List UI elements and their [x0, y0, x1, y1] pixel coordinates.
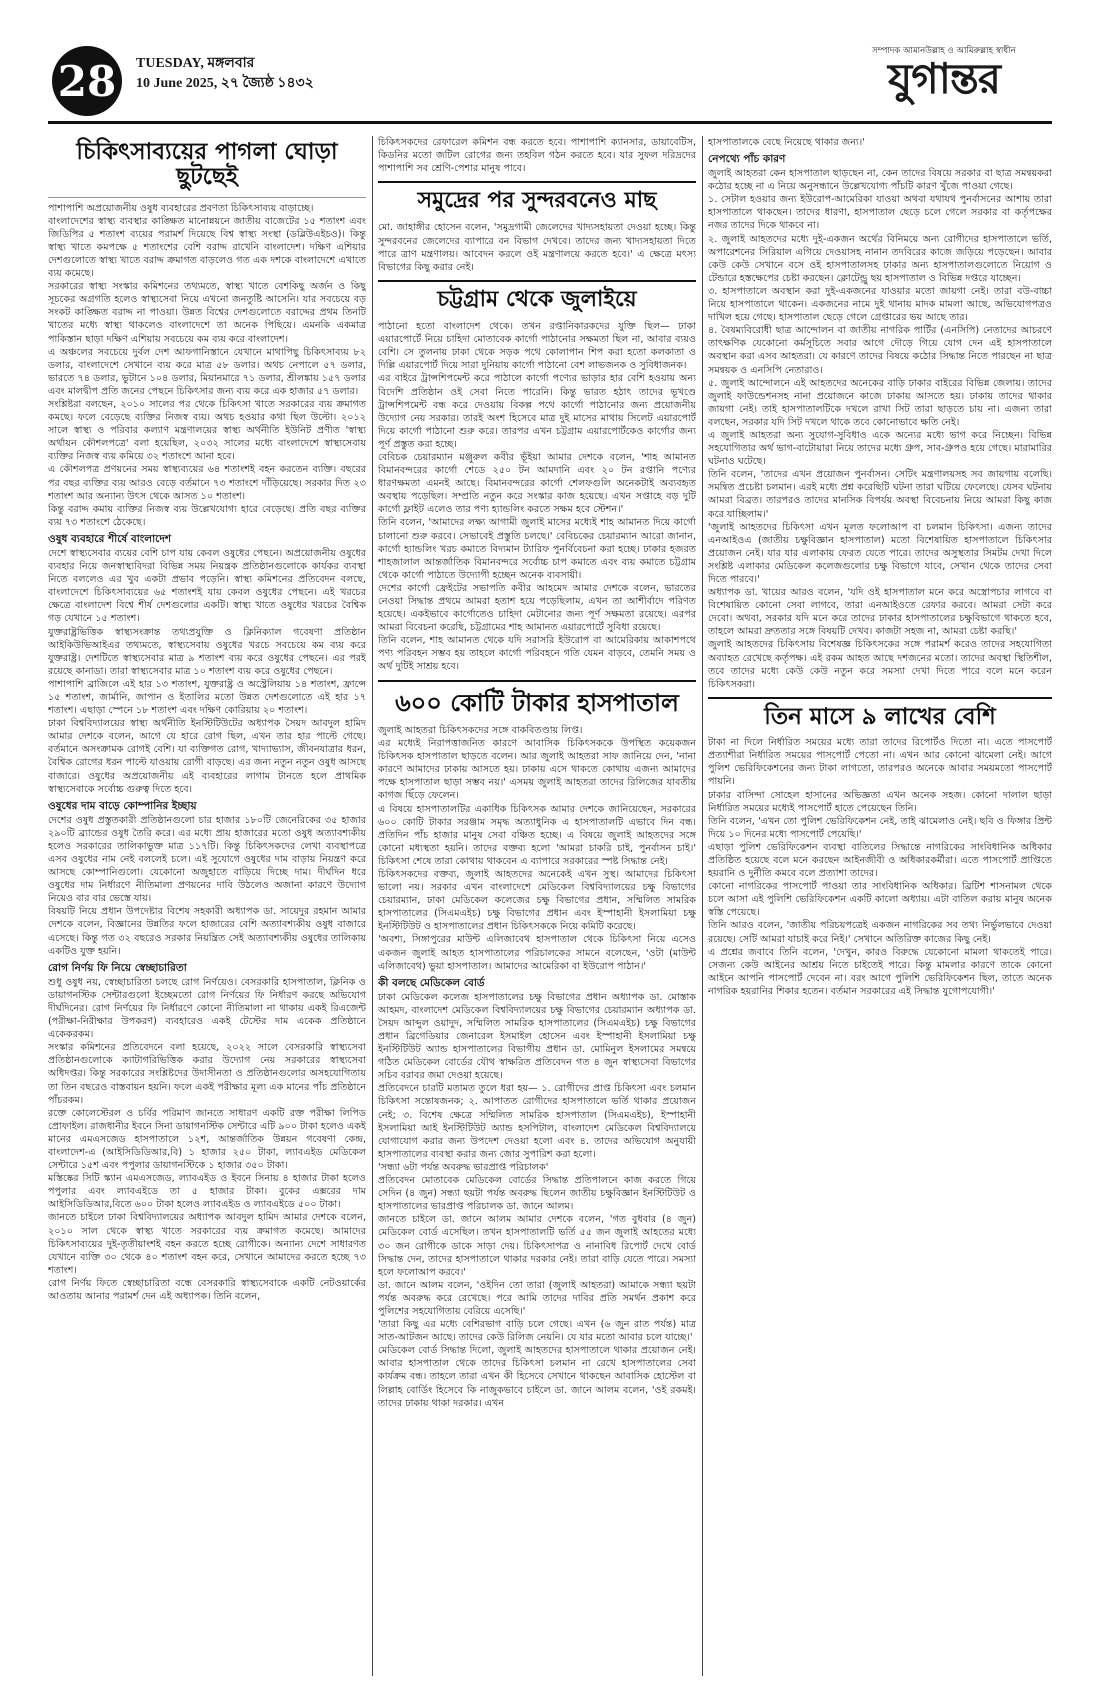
- paragraph: এর মধ্যেই নিরাপত্তাজনিত কারণে আবাসিক চিকিৎসককে উপস্থিত কয়েকজন চিকিৎসক হাসপাতাল ছাড়তে বলেন। আর জুলাই আহতরা সাফ জানিয়ে দেন, 'নানা কারণে আমাদের ঢাকায় আসতে হয়। ঢাকায় এসে থাকতে কোথায় এজন্য আমাদের পক্ষে হাসপাতাল ছাড়া সম্ভব নয়।' এসময় জুলাই আহতরা তাদের রিলিজের যাবতীয় কাগজ ছিঁড়ে ফেলেন।: [378, 738, 696, 802]
- headline-sundarbans: সমুদ্রের পর সুন্দরবনেও মাছ: [378, 181, 696, 221]
- paragraph: জানতে চাইলে ডা. জানে আলম আমার দেশকে বলেন, 'গত বুধবার (৪ জুন) মেডিকেল বোর্ড এসেছিল। তখন হাসপাতালটি ভর্তি ৫৫ জন জুলাই আহতের মধ্যে ৩০ জন রোগীকে ডাকে সাড়া দেয়। চিকিৎসাপত্র ও নানাবিধ রিপোর্ট দেখে বোর্ড সিদ্ধান্ত দেন, তাদের হাসপাতালে থাকার দরকার নেই। তারা বাড়ি যেতে পারে। সমস্যা হলে ফলোআপ করবে।': [378, 1214, 696, 1278]
- article-sundarbans-body: [378, 221, 696, 273]
- paragraph: জুলাই আহতরা চিকিৎসকদের সঙ্গে বাকবিতণ্ডায় লিপ্ত।: [378, 724, 583, 736]
- paragraph: প্রতিবেদনে চারটি মতামত তুলে ধরা হয়— ১. রোগীদের প্রাপ্ত চিকিৎসা এবং চলমান চিকিৎসা সন্তোষজনক; ২. আপাতত রোগীদের হাসপাতালে ভর্তি থাকার প্রয়োজন নেই; ৩. বিশেষ ক্ষেত্রে সম্মিলিত সামরিক হাসপাতাল (সিএমএইচ), ইস্পাহানী ইসলামিয়া আই ইনস্টিটিউট অ্যান্ড হসপিটাল, বাংলাদেশ মেডিকেল বিশ্ববিদ্যালয়ে যোগাযোগ করার জন্য উপদেশ দেওয়া হলো এবং ৪. তাদের অভিযোগ অনুযায়ী হাসপাতালের ব্যবস্থা করার জন্য জোর সুপারিশ করা হলো।: [378, 1083, 696, 1160]
- paragraph: শুধু ওষুধ নয়, স্বেচ্ছাচারিতা চলছে রোগ নির্ণয়েও। বেসরকারি হাসপাতাল, ক্লিনিক ও ডায়াগনস্টিক সেন্টারগুলো ইচ্ছেমতো রোগ নির্ণয়ের ফি নির্ধারণ করছে অভিযোগ দীর্ঘদিনের। রোগ নির্ণয়ের ফি নির্ধারণে কোনো নীতিমালা না থাকায় একই রিএজেন্ট (পরীক্ষা-নিরীক্ষার উপকরণ) ব্যবহারেও একই টেস্টের দাম একেক প্রতিষ্ঠানে একেকরকম।: [48, 976, 366, 1041]
- paragraph: অধ্যাপক ডা. খায়ের আরও বলেন, 'যদি ওই হাসপাতাল মনে করে অস্ত্রোপচার লাগবে বা বিশেষায়িত কোনো সেবা লাগবে, তারা এনআইওতে রেফার করবে। আমরা সেটা করে দেবো। অথবা, সরকার যদি মনে করে তাদের ঢাকার হাসপাতালের চক্ষুবিভাগে থাকতে হবে, তাহলে আমরা দ্রুততার সঙ্গে বিষয়টি দেখব। কাজটা সহজ না, আমরা চেষ্টা করছি।': [708, 587, 1052, 638]
- paragraph: জুলাই আহতরা কেন হাসপাতাল ছাড়ছেন না, কেন তাদের বিষয়ে সরকার বা ছাত্র সমন্বয়করা কঠোর হচ্ছে না এ নিয়ে অনুসন্ধানে উল্লেখযোগ্য পাঁচটি কারণ খুঁজে পাওয়া গেছে।: [708, 168, 1052, 193]
- article-hospital-body: [378, 724, 696, 1410]
- subheading: কী বলছে মেডিকেল বোর্ড: [378, 976, 485, 989]
- paragraph: পাশাপাশি অপ্রয়োজনীয় ওষুধ ব্যবহারের প্রবণতা চিকিৎসাব্যয় বাড়াচ্ছে।: [48, 202, 314, 214]
- subheading: নেপথ্যে পাঁচ কারণ: [708, 153, 786, 166]
- paragraph: ঢাকার বাসিন্দা সোহেল হাসানের অভিজ্ঞতা এখন অনেক সহজ। কোনো দালাল ছাড়া নির্ধারিত সময়ের মধ্যেই পাসপোর্ট হাতে পেয়েছেন তিনি।: [708, 789, 1052, 814]
- article-health-body: [48, 202, 366, 1304]
- paragraph: জুলাই আহতদের চিকিৎসায় বিশেষজ্ঞ চিকিৎসকের সঙ্গে পরামর্শ করেও তাদের সহযোগিতা অব্যাহত রেখেছে কর্তৃপক্ষ। এই রকম আহত আছে দশজনের মতো। তাদের অবস্থা স্থিতিশীল, তবে তাদের মধ্যে কেউ কেউ নতুন করে সমস্যা দেখা দিতে পারে বলে মনে করেন চিকিৎসকরা।: [708, 639, 1052, 690]
- day-label: TUESDAY, মঙ্গলবার: [136, 56, 255, 71]
- headline-hospital: ৬০০ কোটি টাকার হাসপাতাল: [378, 680, 696, 724]
- logo-tagline: সম্পাদক আমানউল্লাহ ও আমিরুল্লাহ স্বাধীন: [872, 46, 1016, 56]
- paragraph: মো. জাহাঙ্গীর হোসেন বলেন, 'সমুদ্রগামী জেলেদের খাদ্যসহায়তা দেওয়া হচ্ছে। কিন্তু সুন্দরবনের জেলেদের ব্যাপারে বন বিভাগ দেখবে। তাদের জন্য খাদ্যসহায়তা দিতে পারে ত্রাণ মন্ত্রণালয়। আবেদন করলে ওই মন্ত্রণালয়ে করতে হবে।' এ ক্ষেত্রে মৎস্য বিভাগের কিছু করার নেই।: [378, 222, 696, 273]
- paragraph: ৪. বৈষম্যবিরোধী ছাত্র আন্দোলন বা জাতীয় নাগরিক পার্টির (এনসিপি) নেতাদের আচরণে তাৎক্ষণিক যেকোনো কর্মসূচিতে সবার আগে দৌড়ে গিয়ে যোগ দেন এই হাসপাতালে অবস্থান করা এসব আহতরা। যে কারণে তাদের বিষয়ে কঠোর সিদ্ধান্ত নিতে পারছেন না ছাত্র সমন্বয়ক ও এনসিপি নেতারাও।: [708, 325, 1052, 376]
- paragraph: কোনো নাগরিকের পাসপোর্ট পাওয়া তার সাংবিধানিক অধিকার। ব্রিটিশ শাসনামল থেকে চলে আসা এই পুলিশি ভেরিফিকেশন একটি কালো অধ্যায়। এটা বাতিল করায় মানুষ অনেক স্বস্তি পেয়েছে।: [708, 881, 1052, 919]
- subheading: ওষুধের দাম বাড়ে কোম্পানির ইচ্ছায়: [48, 799, 197, 812]
- paragraph: সংস্কার কমিশনের প্রতিবেদনে বলা হয়েছে, ২০২২ সালে বেসরকারি স্বাস্থ্যসেবা প্রতিষ্ঠানগুলোকে ক্যাটাগরিভিত্তিক করার উদ্যোগ নেয় সরকারের স্বাস্থ্যসেবা অধিদপ্তর। কিন্তু সরকারের সংশ্লিষ্টদের উদাসীনতা ও প্রতিষ্ঠানগুলোর অসহযোগিতায় তা তিন বছরেও বাস্তবায়ন হয়নি। ফলে একই পরীক্ষার মূল্য এক মানের পাঁচ প্রতিষ্ঠানে পাঁচরকম।: [48, 1042, 366, 1106]
- paragraph: তিনি বলেন, 'আমাদের লক্ষ্য আগামী জুলাই মাসের মধ্যেই শাহ আমানত দিয়ে কার্গো চালানো শুরু করবে। সেভাবেই প্রস্তুতি চলছে।' বেবিচকের চেয়ারম্যান আরো জানান, কার্গো হ্যান্ডলিং খরচ কমাতে বিদ্যমান ট্যারিফ পুনর্বিবেচনা করা হচ্ছে। ঢাকার হজরত শাহজালাল আন্তর্জাতিক বিমানবন্দরে সর্বোচ্চ চাপ কমাতে এবং ব্যয় কমাতে চট্টগ্রাম থেকে কার্গো পাঠাতে উদ্যোগী হচ্ছেন অনেক ব্যবসায়ী।: [378, 517, 696, 581]
- page-number: 28: [52, 46, 122, 116]
- paragraph: 'জুলাই আহতদের চিকিৎসা এখন মূলত ফলোআপ বা চলমান চিকিৎসা। এজন্য তাদের এনআইওএ (জাতীয় চক্ষুবিজ্ঞান হাসপাতাল) মতো বিশেষায়িত হাসপাতালে চিকিৎসার প্রয়োজন নেই। যার যার এলাকায় ফেরত যেতে পারে। তাদের অসুস্থতার সিমটম দেখা দিলে সংশ্লিষ্ট এলাকার মেডিকেল কলেজগুলোর চক্ষু বিভাগে যাবে, সেখান থেকে তাদের সেবা দিতে পারবে।': [708, 521, 1052, 585]
- article-health-continued: [378, 136, 696, 175]
- paragraph: বেবিচক চেয়ারম্যান মঞ্জুরুল কবীর ভূঁইয়া আমার দেশকে বলেন, 'শাহ আমানত বিমানবন্দরের কার্গো শেডে ২৫০ টন আমদানি এবং ২০ টন রপ্তানি পণ্যের ধারণক্ষমতা এমনই আছে। বিমানবন্দরের কার্গো শেলফগুলি অনেকটাই অব্যবহৃত অবস্থায় পড়েছিল। সম্প্রতি নতুন করে সংস্কার কাজ হয়েছে। এখন সপ্তাহে বড় দুটি কার্গো ফ্লাইট এলেও তার পণ্য হ্যান্ডলিং করতে সক্ষম হবে স্টেশন।': [378, 451, 696, 516]
- paragraph: তিনি বলেন, 'এখন তো পুলিশ ভেরিফিকেশন নেই, তাই ঝামেলাও নেই। ছবি ও ফিঙ্গার প্রিন্ট দিয়ে ১০ দিনের মধ্যে পাসপোর্ট পেয়েছি।': [708, 815, 1052, 840]
- subheading: রোগ নির্ণয় ফি নিয়ে স্বেচ্ছাচারিতা: [48, 961, 187, 974]
- paragraph: 'সন্ধ্যা ৬টা পর্যন্ত অবরুদ্ধ ভারপ্রাপ্ত পরিচালক': [378, 1161, 549, 1173]
- newspaper-logo: [872, 44, 1052, 118]
- headline-passport: তিন মাসে ৯ লাখের বেশি: [708, 697, 1052, 736]
- paragraph: এর বাইরে ট্রান্সশিপমেন্ট করে পাঠালে কার্গো পণ্যের ভাড়ার হার বেশি হওয়ায় অন্য বিদেশি প্রতিষ্ঠান ওই সেবা নিতে পারেনি। কিন্তু ভারত হঠাৎ তাদের ভূখণ্ডে ট্রান্সশিপমেন্ট বন্ধ করে দেওয়ায় বিকল্প পথে কার্গো পাঠানোর জন্য প্রয়োজনীয় উদ্যোগ নেয় সরকার। তারই অংশ হিসেবে মাত্র দুই মাসের মাথায় সিলেট এয়ারপোর্ট দিয়ে কার্গো পাঠানো শুরু করে। তারপর এখন চট্টগ্রাম এয়ারপোর্টকেও কার্গোর জন্য পূর্ণ প্রস্তুত করা হচ্ছে।: [378, 373, 696, 450]
- paragraph: চিকিৎসকদের বক্তব্য, জুলাই আহতদের অনেকেই এখন সুস্থ। আমাদের চিকিৎসা ভালো নয়। সরকার এখন বাংলাদেশে মেডিকেল বিশ্ববিদ্যালয়ের চক্ষু বিভাগের চেয়ারম্যান, ঢাকা মেডিকেল কলেজের চক্ষু বিভাগের প্রধান, সম্মিলিত সামরিক হাসপাতালের (সিএমএইচ) চক্ষু বিভাগের প্রধান এবং ইস্পাহানী ইসলামিয়া চক্ষু ইনস্টিটিউট ও হাসপাতালের প্রধান চিকিৎসককে নিয়ে কমিটি করেছে।: [378, 868, 696, 933]
- column-divider: [702, 136, 703, 1676]
- paragraph: ৫. জুলাই আন্দোলনে এই আহতদের অনেকের বাড়ি ঢাকার বাইরের বিভিন্ন জেলায়। তাদের জুলাই ফাউন্ডেশনসহ নানা প্রয়োজনে কাজে ঢাকায় আসতে হয়। ঢাকায় তাদের থাকার জায়গা নেই। তাই হাসপাতালটিকে দখলে রাখা সিট তারা ছাড়তে চায় না। এজন্য তারা বলছেন, সরকার যদি সিট দখলে থাকে তবে কোনোভাবে ক্ষতি নেই।: [708, 377, 1052, 428]
- date-block: [136, 54, 314, 94]
- paragraph: রোগ নির্ণয় ফিতে স্বেচ্ছাচারিতা বন্ধে বেসরকারি স্বাস্থ্যসেবাকে একটি নেটওয়ার্কের আওতায় আনার পরামর্শ দেন এই অধ্যাপক। তিনি বলেন,: [48, 1277, 366, 1302]
- column-1: [48, 136, 366, 1676]
- paragraph: 'অবশ্য, সিঙ্গাপুরের মাউন্ট এলিজাবেথ হাসপাতাল থেকে চিকিৎসা নিয়ে এসেও একজন জুলাই আহত হাসপাতালের পরিচালকের সামনে বলেছেন, 'ওটা (মাউন্ট এলিজাবেথ) ভুয়া হাসপাতাল। আমাদের আমেরিকা বা ইউরোপ পাঠান।': [378, 934, 696, 972]
- paragraph: এ জুলাই আহতরা অন্য সুযোগ-সুবিধাও একে অন্যের মধ্যে ভাগ করে নিচ্ছেন। বিভিন্ন সহযোগিতার অর্থ ভাগ-বাটোয়ারা নিয়ে তাদের মধ্যে গ্রুপ, সাব-গ্রুপও হয়ে গেছে। মারামারির ঘটনাও ঘটেছে।: [708, 429, 1052, 468]
- paragraph: তিনি বলেন, শাহ আমানত থেকে যদি সরাসরি ইউরোপ বা আমেরিকায় আকাশপথে পণ্য পরিবহন সম্ভব হয় তাহলে কার্গো পরিবহনে গতি যেমন বাড়বে, তেমনি সময় ও অর্থ দুটিই সাশ্রয় হবে।: [378, 635, 696, 673]
- paragraph: দেশের কার্গো ফ্রেইটের সভাপতি কবীর আহমেদ আমার দেশকে বলেন, ভারতের নেওয়া সিদ্ধান্ত প্রথমে আমরা হতাশ হয়ে পড়েছিলাম, এখন তা আশীর্বাদে পরিণত হয়েছে। একইভাবে কার্গোতেও চাহিদা মেটানোর জন্য পূর্ণ সক্ষমতা রয়েছে। এরপর আমরা বিবেচনা করেছি, চট্টগ্রামের শাহ আমানত এয়ারপোর্টে সুবিধা রয়েছে।: [378, 582, 696, 634]
- paragraph: ঢাকা মেডিকেল কলেজ হাসপাতালের চক্ষু বিভাগের প্রধান অধ্যাপক ডা. মোস্তাক আহমদ, বাংলাদেশ মেডিকেল বিশ্ববিদ্যালয়ের চক্ষু বিভাগের চেয়ারম্যান অধ্যাপক ডা. সৈয়দ আব্দুল ওয়াদুদ, সম্মিলিত সামরিক হাসপাতালের (সিএমএইচ) চক্ষু বিভাগের প্রধান ব্রিগেডিয়ার জেনারেল ইসমাইল হোসেন এবং ইস্পাহানী ইসলামিয়া চক্ষু ইনস্টিটিউট অ্যান্ড হাসপাতালের বিভাগীয় প্রধান ডা. মোমিনুল ইসলামের সমন্বয়ে গঠিত মেডিকেল বোর্ডের যৌথ স্বাক্ষরিত প্রতিবেদন গত ৪ জুন স্বাস্থ্যসেবা বিভাগের সচিব বরাবর জমা দেওয়া হয়েছে।: [378, 991, 696, 1082]
- paragraph: তিনি বলেন, 'তাদের এখন প্রয়োজন পুনর্বাসন। সেটিং মন্ত্রণালয়সহ সব জায়গায় বলেছি। সমন্বিত প্রচেষ্টা চলমান। এরই মধ্যে প্রশ্ন করেছিটি ঘটনা তারা ঘটিয়ে ফেলেছে। যেসব ঘটনায় আমরা বিব্রত। তারপরও তাদের মানসিক বিপর্যয় অবস্থা বিবেচনায় নিয়ে আমরা কিছু কাজ করে যাচ্ছিলাম।': [708, 469, 1052, 520]
- paragraph: বাংলাদেশের স্বাস্থ্য ব্যবস্থার কাঙ্ক্ষিত মানোন্নয়নে জাতীয় বাজেটের ১৫ শতাংশ এবং জিডিপির ৫ শতাংশ ব্যয়ের পরামর্শ দিয়েছে বিশ্ব স্বাস্থ্য সংস্থা (ডব্লিউএইচও)। কিন্তু স্বাস্থ্য খাতে কমপক্ষে ৫ শতাংশের বেশি বরাদ্দ রাখেনি বাংলাদেশ। দক্ষিণ এশিয়ার দেশগুলোতে স্বাস্থ্য খাতে বরাদ্দ ক্রমাগত বাড়লেও গত এক দশকে বাংলাদেশে এখাতে ব্যয় কমেছে।: [48, 215, 366, 280]
- paragraph: ঢাকা বিশ্ববিদ্যালয়ের স্বাস্থ্য অর্থনীতি ইনস্টিটিউটের অধ্যাপক সৈয়দ আবদুল হামিদ আমার দেশকে বলেন, আগে যে হারে রোগ ছিল, এখন তার হার পাল্টে গেছে। বর্তমানে অসংক্রামক রোগই বেশি। যা ব্যক্তিগত রোগ, খাদ্যাভ্যাস, জীবনযাত্রার ধরন, বৈশ্বিক রোগের ধরন পাল্টে যাওয়ায় রোগী বাড়ছে। এর জন্য নতুন নতুন ওষুধ আসছে বাজারে। ওষুধের অপ্রয়োজনীয় এই ব্যবহারের লাগাম টানতে হলে প্রাথমিক স্বাস্থ্যসেবাকে সর্বোচ্চ গুরুত্ব দিতে হবে।: [48, 718, 366, 795]
- paragraph: এছাড়া পুলিশ ভেরিফিকেশন ব্যবস্থা বাতিলের সিদ্ধান্তে নাগরিকের সাংবিধানিক অধিকার প্রতিষ্ঠিত হয়েছে বলে মনে করছেন আইনজীবী ও অধিকারকর্মীরা। এতে পাসপোর্ট প্রাপ্তিতে হয়রানি ও দুর্নীতি কমবে বলে প্রত্যাশা তাদের।: [708, 841, 1052, 880]
- paragraph: মস্তিষ্কের সিটি স্ক্যান এমএসজেড, ল্যাবএইড ও ইবনে সিনায় ৪ হাজার টাকা হলেও পপুলার এবং ল্যাবএইডে তা ৫ হাজার টাকা। বুকের এক্সরের দাম আইসিডিডিআর,বিতে ৬০০ টাকা হলেও ল্যাবএইড ও ল্যাবএইডে ৫০০ টাকা।: [48, 1173, 366, 1211]
- paragraph: পাঠানো হতো বাংলাদেশ থেকে। তখন রপ্তানিকারকদের যুক্তি ছিল— ঢাকা এয়ারপোর্টে নিয়ে চাহিদা মোতাবেক কার্গো পাঠানোর সক্ষমতা ছিল না, আবার ব্যয়ও বেশি। সে তুলনায় ঢাকা থেকে সড়ক পথে কোলাপান শিপ করা হতো কলকাতা ও দিল্লি এয়ারপোর্ট দিয়ে সারা দুনিয়ায় কার্গো পাঠানো বেশ লাভজনক ও সুবিধাজনক।: [378, 321, 696, 372]
- paragraph: এ অঞ্চলের সবচেয়ে দুর্বল দেশ আফগানিস্তানে যেখানে মাথাপিছু চিকিৎসাব্যয় ৮২ ডলার, বাংলাদেশে সেখানে ব্যয় করে মাত্র ৫৮ ডলার। অথচ নেপালে ৫৭ ডলার, ভারতে ৭৪ ডলার, ভুটানে ১০৪ ডলার, মিয়ানমারে ৭১ ডলার, শ্রীলঙ্কায় ১৫৭ ডলার এবং মালদ্বীপ প্রতি জনের পেছনে চিকিৎসার জন্য ব্যয় করে এক হাজার ৫৭ ডলার।: [48, 346, 366, 397]
- paragraph: টাকা না দিলে নির্ধারিত সময়ের মধ্যে তারা তাদের রিপোর্টও দিতো না। এতে পাসপোর্ট প্রত্যাশীরা নির্ধারিত সময়ের পাসপোর্ট পেতো না। এখন আর কোনো ঝামেলা নেই। আগে পুলিশ ভেরিফিকেশনের জন্য টাকা লাগতো, তারপরও অনেকে আবার সময়মতো পাসপোর্ট পায়নি।: [708, 737, 1052, 788]
- newspaper-page: [48, 42, 1052, 1680]
- headline-chittagong: চট্টগ্রাম থেকে জুলাইয়ে: [378, 280, 696, 320]
- paragraph: এ বিষয়ে হাসপাতালটির একাধিক চিকিৎসক আমার দেশকে জানিয়েছেন, সরকারের ৬০০ কোটি টাকার সরঞ্জাম সমৃদ্ধ অত্যাধুনিক এ হাসপাতালটি এভাবে দিন বন্ধ। প্রতিদিন পাঁচ হাজার মানুষ সেবা বঞ্চিত হচ্ছে। এ বিষয়ে জুলাই আহতদের সঙ্গে কোনো মধ্যস্থতা হয়নি। তাদের বক্তব্য হলো 'আমরা চাকরি চাই, পুনর্বাসন চাই।' চিকিৎসা শেষে তারা কোথায় থাকবেন এ ব্যাপারে সরকারের স্পষ্ট সিদ্ধান্ত নেই।: [378, 803, 696, 867]
- column-2: [378, 136, 696, 1676]
- date-label: 10 June 2025, ২৭ জ্যৈষ্ঠ ১৪৩২: [136, 76, 314, 91]
- paragraph: ৩. হাসপাতালে অবস্থান করা দুই-একজনের যাওয়ার মতো জায়গা নেই। তারা বউ-বাচ্চা নিয়ে হাসপাতালে থাকেন। একজনের নামে দুই থানায় মাদক মামলা আছে, অভিযোগপত্রও দাখিল হয়ে গেছে। হাসপাতাল ছেড়ে গেলে গ্রেপ্তারের ভয় আছে তার।: [708, 285, 1052, 324]
- headline-health: চিকিৎসাব্যয়ের পাগলা ঘোড়া ছুটছেই: [48, 136, 366, 198]
- paragraph: ১. সেটাল হওয়ার জন্য ইউরোপ-আমেরিকা যাওয়া অথবা যথাযথ পুনর্বাসনের আশায় তারা হাসপাতালে থাকছেন। তাদের ধারণা, হাসপাতাল ছেড়ে চলে গেলে সরকার বা কর্তৃপক্ষের নজর তাদের দিকে থাকবে না।: [708, 194, 1052, 232]
- article-passport-body: [708, 736, 1052, 998]
- paragraph: চিকিৎসকদের রেফারেল কমিশন বন্ধ করতে হবে। পাশাপাশি ক্যানসার, ডায়াবেটিস, কিডনির মতো জটিল রোগের জন্য তহবিল গঠন করতে হবে। যার সুফল দরিদ্রদের পাশাপাশি সব শ্রেণি-পেশার মানুষ পাবে।: [378, 137, 696, 175]
- paragraph: যুক্তরাষ্ট্রভিত্তিক স্বাস্থ্যসংক্রান্ত তথ্যপ্রযুক্তি ও ক্লিনিক্যাল গবেষণা প্রতিষ্ঠান আইকিউভিআইএর তথ্যমতে, স্বাস্থ্যসেবায় ওষুধের খরচে সবচেয়ে কম ব্যয় করে যুক্তরাষ্ট্র। দেশটিতে স্বাস্থ্যসেবার মাত্র ৯ শতাংশ ব্যয় করে ওষুধের পেছনে। এর পরই রয়েছে কানাডা। তারা স্বাস্থ্যসেবার মাত্র ১০ শতাংশ ব্যয় করে ওষুধের পেছনে।: [48, 626, 366, 677]
- paragraph: সরকারের স্বাস্থ্য সংস্কার কমিশনের তথ্যমতে, স্বাস্থ্য খাতে বেশকিছু অর্জন ও কিছু সূচকের অগ্রগতি হলেও স্বাস্থ্যসেবা নিয়ে এখনো জনতুষ্টি আসেনি। যার সবচেয়ে বড় সংকট কাঙ্ক্ষিত বরাদ্দ না পাওয়া। উন্নত বিশ্বের দেশগুলোতে বরাদ্দের প্রথম তিনটি খাতের মধ্যে স্বাস্থ্য থাকলেও বাংলাদেশে তা অনেক পিছিয়ে। এমনকি একমাত্র পাকিস্তান ছাড়া দক্ষিণ এশিয়ায় সবচেয়ে কম ব্যয় করে বাংলাদেশ।: [48, 281, 366, 345]
- paragraph: এ কৌশলপত্র প্রণয়নের সময় স্বাস্থ্যব্যয়ের ৬৪ শতাংশই বহন করতেন ব্যক্তি। বছরের পর বছর ব্যক্তির ব্যয় আরও বেড়ে বর্তমানে ৭৩ শতাংশে দাঁড়িয়েছে। সরকার দিত ২৩ শতাংশ আর অন্যান্য উৎস থেকে আসত ১০ শতাংশ।: [48, 464, 366, 502]
- paragraph: ২. জুলাই আহতদের মধ্যে দুই-একজন অর্থের বিনিময়ে অন্য রোগীদের হাসপাতালে ভর্তি, অপারেশনের সিরিয়াল এগিয়ে দেওয়াসহ নানান তদবিরের কাজে জড়িয়ে পড়েছেন। আবার কেউ কেউ সেখানে বসে ওই হাসপাতালসহ ঢাকার অন্য হাসপাতালগুলোতে নিয়োগ ও টেন্ডারে হস্তক্ষেপের চেষ্টা করছেন। ক্লোটেন্ড্রু ছয় হাসপাতাল ও বিভিন্ন দপ্তরে যাচ্ছেন।: [708, 233, 1052, 284]
- paragraph: প্রতিবেদন মোতাবেক মেডিকেল বোর্ডের সিদ্ধান্ত প্রতিপালনে কাজ করতে গিয়ে সেদিন (৪ জুন) সন্ধ্যা ছয়টা পর্যন্ত অবরুদ্ধ ছিলেন জাতীয় চক্ষুবিজ্ঞান ইনস্টিটিউট ও হাসপাতালের ভারপ্রাপ্ত পরিচালক ডা. জানে আলম।: [378, 1175, 696, 1213]
- paragraph: ডা. জানে আলম বলেন, 'ওইদিন তো তারা (জুলাই আহতরা) আমাকে সন্ধ্যা ছয়টা পর্যন্ত অবরুদ্ধ করে রেখেছে। পরে আমি তাদের দাবির প্রতি সমর্থন প্রকাশ করে পুলিশের সহযোগিতায় বেরিয়ে এসেছি।': [378, 1279, 696, 1317]
- article-chittagong-body: [378, 320, 696, 674]
- masthead: [48, 42, 1052, 124]
- paragraph: হাসপাতালকে বেছে নিয়েছে থাকার জন্য।': [708, 137, 865, 148]
- paragraph: রক্তে কোলেস্টেরল ও চর্বির পরিমাণ জানতে সাধারণ একটি রক্ত পরীক্ষা লিপিড প্রোফাইল। রাজধানীর ইবনে সিনা ডায়াগনস্টিক সেন্টারে এটি ৯০০ টাকা হলেও একই মানের এমএসজেড হাসপাতালে ১২শ, আন্তর্জাতিক উন্নয়ন গবেষণা কেন্দ্র, বাংলাদেশ-এ (আইসিডিডিআর,বি) ১ হাজার ২৫০ টাকা, ল্যাবএইড মেডিকেল সেন্টারে ১৫শ এবং পপুলার ডায়াগনস্টিকে ১ হাজার ৩৫০ টাকা।: [48, 1107, 366, 1172]
- paragraph: বিষয়টি নিয়ে প্রধান উপদেষ্টার বিশেষ সহকারী অধ্যাপক ডা. সায়েদুর রহমান আমার দেশকে বলেন, বিজ্ঞানের উন্নতির ফলে হাজারের বেশি অত্যাবশ্যকীয় ওষুধ বাজারে এসেছে। কিন্তু গত ৩২ বছরেও সরকার নিয়ন্ত্রিত সেই অত্যাবশ্যকীয় ওষুধের তালিকায় একটিও যুক্ত হয়নি।: [48, 906, 366, 957]
- paragraph: কিন্তু বরাদ্দ কমায় ব্যক্তির নিজস্ব ব্যয় উল্লেখযোগ্য হারে বেড়েছে। প্রতি বছর ব্যক্তির ব্যয় ৭৩ শতাংশে ঠেকেছে।: [48, 503, 366, 528]
- paragraph: দেশের ওষুধ প্রস্তুতকারী প্রতিষ্ঠানগুলো চার হাজার ১৮০টি জেনেরিকের ৩৫ হাজার ২৯০টি ব্র্যান্ডের ওষুধ তৈরি করে। এর মধ্যে প্রায় হাজারের মতো ওষুধ অত্যাবশ্যকীয় হলেও সরকারের তালিকাভুক্ত মাত্র ১১৭টি। কিন্তু চিকিৎসকদের লেখা ব্যবস্থাপত্রে এসব ওষুধের নাম নেই বললেই চলে। এই সুযোগে ওষুধের দাম বাড়ায় নিয়ন্ত্রণ করে আসছে কোম্পানিগুলো। যেকোনো অজুহাতে বাড়িয়ে দিচ্ছে দাম। দীর্ঘদিন ধরে ওষুধের দাম নির্ধারণে নীতিমালা প্রণয়নের দাবি উঠলেও অজানা কারণে উদ্যোগ নিয়েও বার বার ভেস্তে যায়।: [48, 814, 366, 905]
- column-divider: [372, 136, 373, 1676]
- paragraph: তিনি আরও বলেন, 'জাতীয় পরিচয়পত্রেই একজন নাগরিকের সব তথ্য নির্ভুলভাবে দেওয়া রয়েছে। সেটি আমরা যাচাই করে নিই।' সেখানে অতিরিক্ত কাজের কিছু নেই।: [708, 920, 1052, 945]
- paragraph: জানতে চাইলে ঢাকা বিশ্ববিদ্যালয়ের অধ্যাপক আবদুল হামিদ আমার দেশকে বলেন, ২০১০ সাল থেকে স্বাস্থ্য খাতে সরকারের ব্যয় ক্রমাগত কমেছে। আমাদের চিকিৎসাব্যয়ের দুই-তৃতীয়াংশই বহন করতে হচ্ছে রোগীকে। অন্যান্য দেশে সাধারণত যেখানে ব্যক্তি ৩০ থেকে ৪০ শতাংশ বহন করে, সেখানে আমাদের করতে হচ্ছে ৭৩ শতাংশ।: [48, 1212, 366, 1276]
- subheading: ওষুধ ব্যবহারে শীর্ষে বাংলাদেশ: [48, 532, 172, 545]
- paragraph: দেশে স্বাস্থ্যসেবার ব্যয়ের বেশি চাপ যায় কেবল ওষুধের পেছনে। অপ্রয়োজনীয় ওষুধের ব্যবহার নিয়ে জনস্বাস্থ্যবিদরা বিভিন্ন সময় নিয়ন্ত্রক প্রতিষ্ঠানগুলোকে কার্যকর ব্যবস্থা নিতে বললেও এর খুব একটা প্রভাব পড়েনি। স্বাস্থ্য কমিশনের প্রতিবেদন বলছে, বাংলাদেশে চিকিৎসাব্যয়ের ৬৫ শতাংশই যায় কেবল ওষুধের পেছনে। এই খরচের ক্ষেত্রে বাংলাদেশ বিশ্বে শীর্ষ দেশগুলোর একটি। স্বাস্থ্য খাতে ওষুধের খরচের বৈশ্বিক গড় যেখানে ১৫ শতাংশ।: [48, 547, 366, 625]
- article-hospital-continued: [708, 136, 1052, 691]
- paragraph: 'তারা কিছু এর মধ্যে বেশিরভাগ বাড়ি চলে গেছে। এখন (৬ জুন রাত পর্যন্ত) মাত্র সাত-আটজন আছে। তাদের কেউ রিলিজ নেয়নি। যে যার মতো আবার চলে যাচ্ছে।': [378, 1319, 696, 1344]
- logo-wordmark: যুগান্তর: [888, 54, 1000, 103]
- paragraph: মেডিকেল বোর্ড সিদ্ধান্ত দিলো, জুলাই আহতদের হাসপাতালে থাকার প্রয়োজন নেই। আবার হাসপাতাল থেকে তাদের চিকিৎসা চলমান না রেখে হাসপাতালের সেবা কার্যক্রম বন্ধ। তাহলে তারা এখন কী হিসেবে সেখানে থাকছেন আবাসিক হোস্টেল বা লিল্লাহ বোর্ডিং হিসেবে কি নাজুকভাবে চাইলে ডা. জানে আলম বলেন, 'ওই রকমই। তাদের ঢাকায় থাকা দরকার। এখন: [378, 1345, 696, 1409]
- paragraph: সংশ্লিষ্টরা বলছেন, ২০১০ সালের পর থেকে চিকিৎসা খাতে সরকারের ব্যয় ক্রমাগত কমছে। ফলে বেড়েছে ব্যক্তির নিজস্ব ব্যয়। অথচ হওয়ার কথা ছিল উল্টো। ২০১২ সালে স্বাস্থ্য ও পরিবার কল্যাণ মন্ত্রণালয়ের স্বাস্থ্য অর্থনীতি ইউনিট প্রণীত 'স্বাস্থ্য অর্থায়ন কৌশলপত্রে' বলা হয়েছিল, ২০৩২ সালের মধ্যে বাংলাদেশে স্বাস্থ্যসেবায় ব্যক্তির নিজস্ব ব্যয় কমিয়ে ৩২ শতাংশে আনা হবে।: [48, 399, 366, 463]
- column-3: [708, 136, 1052, 1676]
- paragraph: এ প্রশ্নের জবাবে তিনি বলেন, 'দেখুন, কারও বিরুদ্ধে যেকোনো মামলা থাকতেই পারে। সেজন্য কেউ আইনের আশ্রয় নিতে চাইতেই পারে। কিন্তু মামলার কারণে তাকে কোনো আইনে আপনি পাসপোর্ট দেবেন না। বরং আগে পুলিশি ভেরিফিকেশন ছিল, তাতে অনেক নাগরিক হয়রানির শিকার হতেন। বর্তমান সরকারের এই সিদ্ধান্ত যুগোপযোগী।': [708, 946, 1052, 997]
- paragraph: পাশাপাশি ব্রাজিলে এই হার ১৩ শতাংশ, যুক্তরাষ্ট্র ও অস্ট্রেলিয়ায় ১৪ শতাংশ, ফ্রান্সে ১৫ শতাংশ, জার্মানি, জাপান ও ইতালির মতো উন্নত দেশগুলোতে এই হার ১৭ শতাংশ। এছাড়া স্পেনে ১৮ শতাংশ এবং দক্ষিণ কোরিয়ায় ২০ শতাংশ।: [48, 678, 366, 717]
